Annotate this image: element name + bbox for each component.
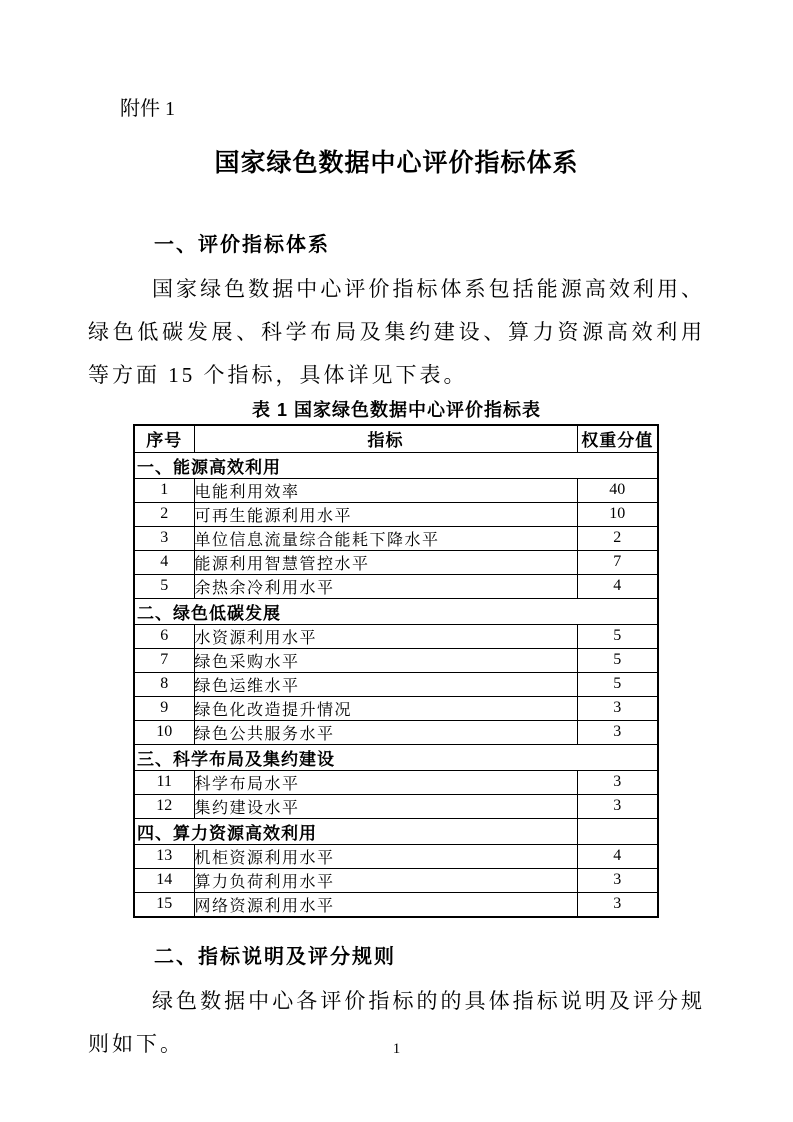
section-title-cell: 一、能源高效利用 [134,452,658,478]
document-title: 国家绿色数据中心评价指标体系 [214,149,579,177]
indicator-name-cell: 绿色公共服务水平 [194,720,577,744]
indicator-name-cell: 绿色化改造提升情况 [194,696,577,720]
indicator-row [134,574,658,598]
weight-value-cell: 10 [577,502,658,526]
weight-value-cell: 5 [577,672,658,696]
row-number-cell: 10 [134,720,194,744]
row-number-cell: 12 [134,794,194,818]
section-1-paragraph: 国家绿色数据中心评价指标体系包括能源高效利用、绿色低碳发展、科学布局及集约建设、算力资源高效利用等方面 15 个指标，具体详见下表。 [88,277,705,387]
indicator-row [134,502,658,526]
weight-value-cell: 5 [577,648,658,672]
indicator-name-cell: 水资源利用水平 [194,624,577,648]
indicator-name-cell: 网络资源利用水平 [194,892,577,917]
row-number-cell: 11 [134,770,194,794]
section-title-cell: 三、科学布局及集约建设 [134,744,658,770]
table-header-cell: 权重分值 [577,425,658,452]
indicator-row [134,794,658,818]
row-number-cell: 2 [134,502,194,526]
row-number-cell: 14 [134,868,194,892]
weight-value-cell: 3 [577,892,658,917]
section-2-paragraph: 绿色数据中心各评价指标的的具体指标说明及评分规则如下。 [88,988,705,1056]
weight-value-cell: 3 [577,720,658,744]
section-title-cell: 二、绿色低碳发展 [134,598,658,624]
attachment-label: 附件 1 [120,98,175,120]
indicator-row [134,478,658,502]
indicator-name-cell: 集约建设水平 [194,794,577,818]
page-number: 1 [392,1041,401,1057]
indicator-name-cell: 科学布局水平 [194,770,577,794]
indicator-row [134,550,658,574]
table-header-cell: 序号 [134,425,194,452]
row-number-cell: 15 [134,892,194,917]
weight-value-cell: 3 [577,868,658,892]
indicator-name-cell: 绿色运维水平 [194,672,577,696]
indicator-row [134,720,658,744]
weight-value-cell: 3 [577,794,658,818]
section-title-cell: 四、算力资源高效利用 [134,818,577,844]
indicator-name-cell: 绿色采购水平 [194,648,577,672]
indicator-table [133,424,659,918]
indicator-row [134,868,658,892]
weight-value-cell: 4 [577,844,658,868]
indicator-row [134,892,658,917]
weight-value-cell: 7 [577,550,658,574]
table-section-row [134,452,658,478]
row-number-cell: 9 [134,696,194,720]
row-number-cell: 4 [134,550,194,574]
indicator-name-cell: 单位信息流量综合能耗下降水平 [194,526,577,550]
indicator-name-cell: 能源利用智慧管控水平 [194,550,577,574]
weight-value-cell: 3 [577,770,658,794]
weight-value-cell: 3 [577,696,658,720]
row-number-cell: 7 [134,648,194,672]
indicator-row [134,696,658,720]
indicator-row [134,672,658,696]
table-header-cell: 指标 [194,425,577,452]
table-header-row [134,425,658,452]
table-section-row [134,744,658,770]
row-number-cell: 8 [134,672,194,696]
indicator-row [134,526,658,550]
weight-value-cell: 4 [577,574,658,598]
table-section-row [134,598,658,624]
indicator-name-cell: 机柜资源利用水平 [194,844,577,868]
indicator-name-cell: 算力负荷利用水平 [194,868,577,892]
empty-weight-cell [577,818,658,844]
indicator-row [134,624,658,648]
row-number-cell: 1 [134,478,194,502]
weight-value-cell: 40 [577,478,658,502]
row-number-cell: 3 [134,526,194,550]
weight-value-cell: 2 [577,526,658,550]
indicator-name-cell: 余热余冷利用水平 [194,574,577,598]
indicator-row [134,770,658,794]
row-number-cell: 13 [134,844,194,868]
row-number-cell: 6 [134,624,194,648]
weight-value-cell: 5 [577,624,658,648]
section-2-heading: 二、指标说明及评分规则 [154,945,396,968]
indicator-row [134,844,658,868]
section-1-heading: 一、评价指标体系 [154,234,330,256]
table-section-row [134,818,658,844]
row-number-cell: 5 [134,574,194,598]
indicator-row [134,648,658,672]
table-caption: 表 1 国家绿色数据中心评价指标表 [251,400,541,420]
indicator-name-cell: 可再生能源利用水平 [194,502,577,526]
indicator-name-cell: 电能利用效率 [194,478,577,502]
